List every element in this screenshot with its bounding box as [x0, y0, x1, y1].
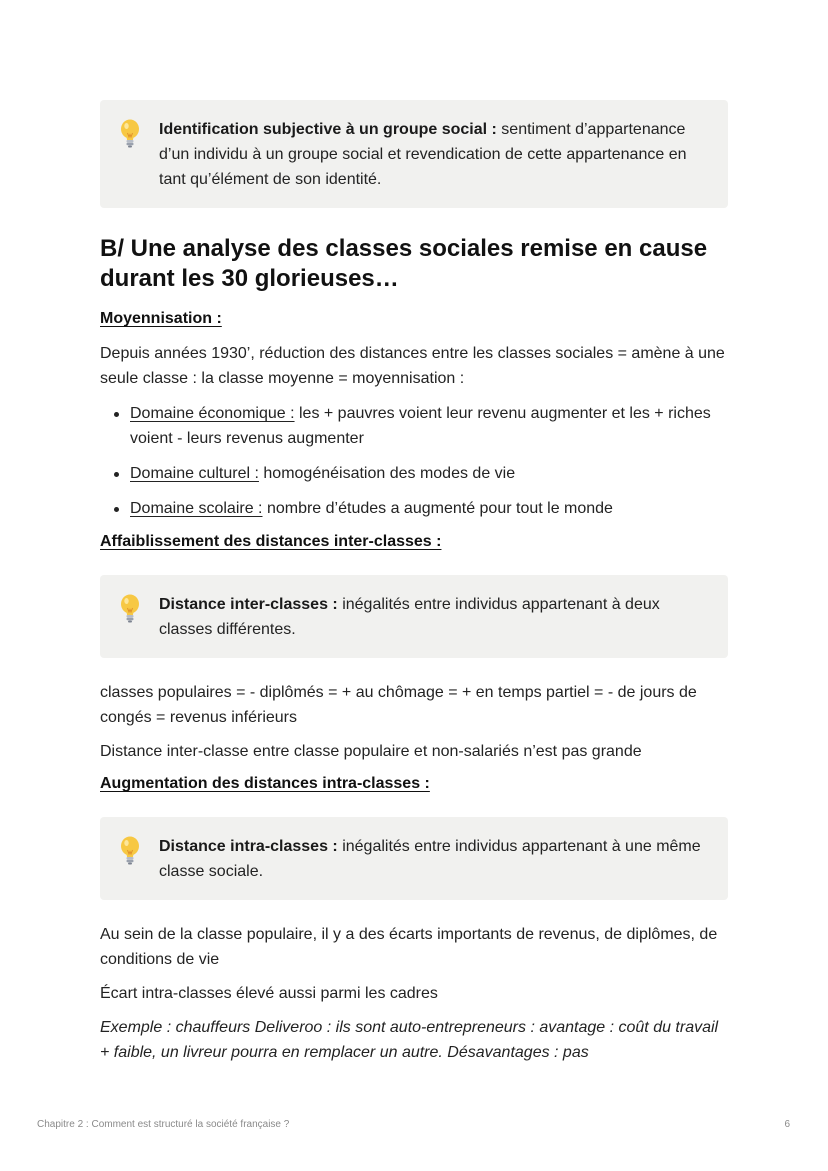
definition-text	[159, 117, 710, 192]
document-page	[100, 100, 728, 1065]
definition-callout	[100, 100, 728, 208]
definition-body: sentiment d’appartenance d’un individu à un groupe social et revendication de cette appartenance en tant qu’élément de son identité.	[159, 121, 687, 188]
subheading-moyennisation: Moyennisation :	[100, 310, 222, 327]
footer-chapter-title: Chapitre 2 : Comment est structuré la société française ?	[37, 1119, 290, 1130]
paragraph: classes populaires = - diplômés = + au chômage = + en temps partiel = - de jours de congés = revenus inférieurs	[100, 684, 697, 726]
list-item	[100, 461, 728, 486]
definition-text	[159, 592, 710, 642]
paragraph: Écart intra-classes élevé aussi parmi les cadres	[100, 985, 438, 1002]
subheading-intra-classes: Augmentation des distances intra-classes :	[100, 775, 430, 792]
definition-callout	[100, 817, 728, 900]
section-title: B/ Une analyse des classes sociales remise en cause durant les 30 glorieuses…	[100, 235, 708, 292]
paragraph: Depuis années 1930’, réduction des distances entre les classes sociales = amène à une seule classe : la classe moyenne = moyennisation :	[100, 345, 725, 387]
list-item	[100, 401, 728, 451]
list-item-label: Domaine économique :	[130, 405, 295, 422]
page-footer	[37, 1119, 790, 1130]
definition-term: Distance intra-classes :	[159, 838, 338, 855]
lightbulb-icon	[118, 594, 142, 624]
definition-callout	[100, 575, 728, 658]
list-item-label: Domaine culturel :	[130, 465, 259, 482]
list-item	[100, 496, 728, 521]
lightbulb-icon	[118, 836, 142, 866]
bullet-list	[100, 401, 728, 521]
subheading-inter-classes: Affaiblissement des distances inter-classes :	[100, 533, 442, 550]
list-item-text: les + pauvres voient leur revenu augmenter et les + riches voient - leurs revenus augmenter	[130, 405, 711, 447]
definition-body: inégalités entre individus appartenant à deux classes différentes.	[159, 596, 660, 638]
paragraph: Au sein de la classe populaire, il y a des écarts importants de revenus, de diplômes, de conditions de vie	[100, 926, 718, 968]
definition-term: Identification subjective à un groupe social :	[159, 121, 497, 138]
page-number: 6	[784, 1119, 790, 1130]
paragraph: Distance inter-classe entre classe populaire et non-salariés n’est pas grande	[100, 743, 642, 760]
example-paragraph: Exemple : chauffeurs Deliveroo : ils sont auto-entrepreneurs : avantage : coût du travail + faible, un livreur pourra en remplacer un autre. Désavantages : pas	[100, 1019, 719, 1061]
definition-text	[159, 834, 710, 884]
list-item-label: Domaine scolaire :	[130, 500, 263, 517]
list-item-text: homogénéisation des modes de vie	[258, 465, 516, 482]
definition-body: inégalités entre individus appartenant à une même classe sociale.	[159, 838, 701, 880]
lightbulb-icon	[118, 119, 142, 149]
definition-term: Distance inter-classes :	[159, 596, 338, 613]
list-item-text: nombre d’études a augmenté pour tout le monde	[262, 500, 613, 517]
